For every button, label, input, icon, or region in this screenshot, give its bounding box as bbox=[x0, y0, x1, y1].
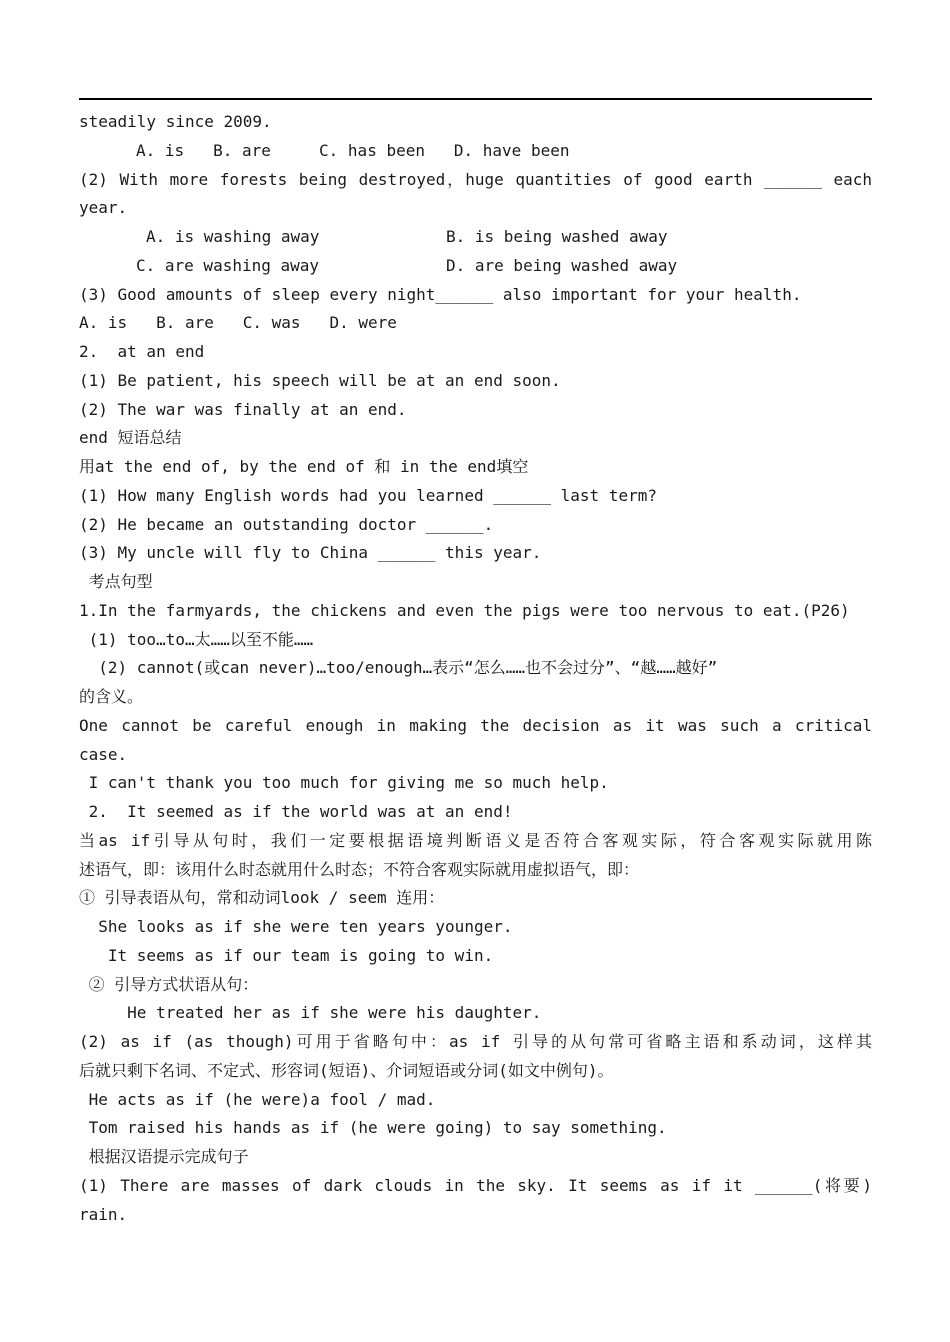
explanation-text: 述语气，即：该用什么时态就用什么时态；不符合客观实际就用虚拟语气，即： bbox=[79, 859, 640, 879]
answer-options bbox=[79, 252, 872, 281]
example-sentence: He acts as if (he were)a fool / mad. bbox=[79, 1089, 436, 1109]
option-c: C. are washing away bbox=[136, 255, 320, 275]
example-sentence: She looks as if she were ten years younger. bbox=[79, 917, 513, 936]
section-heading: 考点句型 bbox=[79, 572, 153, 591]
question-text: (2) He became an outstanding doctor ______. bbox=[79, 514, 494, 534]
explanation-text: (2) as if (as though)可用于省略句中：as if 引导的从句常可省略主语和系动词，这样其 bbox=[79, 1032, 872, 1051]
question-text: (1) There are masses of dark clouds in the sky. It seems as if it ______(将要) bbox=[79, 1175, 872, 1195]
text-line: (1) too…to…太……以至不能…… bbox=[79, 629, 314, 649]
question-text: (2) With more forests being destroyed，huge quantities of good earth ______ each bbox=[79, 169, 872, 189]
example-sentence: One cannot be careful enough in making the decision as it was such a critical bbox=[79, 715, 872, 735]
answer-options: A. is B. are C. has been D. have been bbox=[136, 140, 570, 160]
rule-text: ① 引导表语从句，常和动词look / seem 连用： bbox=[79, 888, 445, 908]
example-sentence: It seems as if our team is going to win. bbox=[79, 945, 494, 965]
text-line: case. bbox=[79, 744, 128, 764]
example-sentence: He treated her as if she were his daughter. bbox=[79, 1003, 542, 1023]
example-sentence: (1) Be patient, his speech will be at an end soon. bbox=[79, 370, 561, 390]
instruction-text: 用at the end of, by the end of 和 in the end填空 bbox=[79, 457, 529, 476]
example-sentence: 1.In the farmyards, the chickens and even the pigs were too nervous to eat.(P26) bbox=[79, 600, 850, 620]
answer-options bbox=[79, 223, 872, 252]
question-text: (1) How many English words had you learned ______ last term? bbox=[79, 485, 657, 505]
example-sentence: (2) The war was finally at an end. bbox=[79, 399, 407, 419]
text-line: (2) cannot(或can never)…too/enough…表示“怎么……也不会过分”、“越……越好” bbox=[79, 658, 718, 678]
section-heading: 根据汉语提示完成句子 bbox=[79, 1147, 249, 1166]
question-text: (3) My uncle will fly to China ______ this year. bbox=[79, 543, 542, 563]
text-line: 的含义。 bbox=[79, 687, 144, 706]
option-d: D. are being washed away bbox=[446, 255, 678, 275]
header-rule bbox=[79, 98, 872, 100]
text-line: year. bbox=[79, 198, 128, 218]
question-text: (3) Good amounts of sleep every night______ also important for your health. bbox=[79, 284, 802, 304]
example-sentence: Tom raised his hands as if (he were going) to say something. bbox=[79, 1118, 667, 1138]
option-b: B. is being washed away bbox=[446, 227, 668, 246]
text-line: rain. bbox=[79, 1204, 128, 1224]
explanation-text: 后就只剩下名词、不定式、形容词(短语)、介词短语或分词(如文中例句)。 bbox=[79, 1060, 614, 1080]
answer-options: A. is B. are C. was D. were bbox=[79, 313, 397, 333]
document-body bbox=[79, 108, 872, 1229]
text-line: steadily since 2009. bbox=[79, 112, 272, 131]
option-a: A. is washing away bbox=[146, 227, 320, 246]
section-heading: 2. at an end bbox=[79, 342, 205, 361]
explanation-text: 当as if引导从句时，我们一定要根据语境判断语义是否符合客观实际，符合客观实际就用陈 bbox=[79, 830, 872, 850]
section-heading: end 短语总结 bbox=[79, 428, 182, 448]
section-heading: 2. It seemed as if the world was at an end! bbox=[79, 802, 513, 821]
rule-text: ② 引导方式状语从句： bbox=[79, 974, 259, 994]
example-sentence: I can't thank you too much for giving me so much help. bbox=[79, 773, 609, 793]
